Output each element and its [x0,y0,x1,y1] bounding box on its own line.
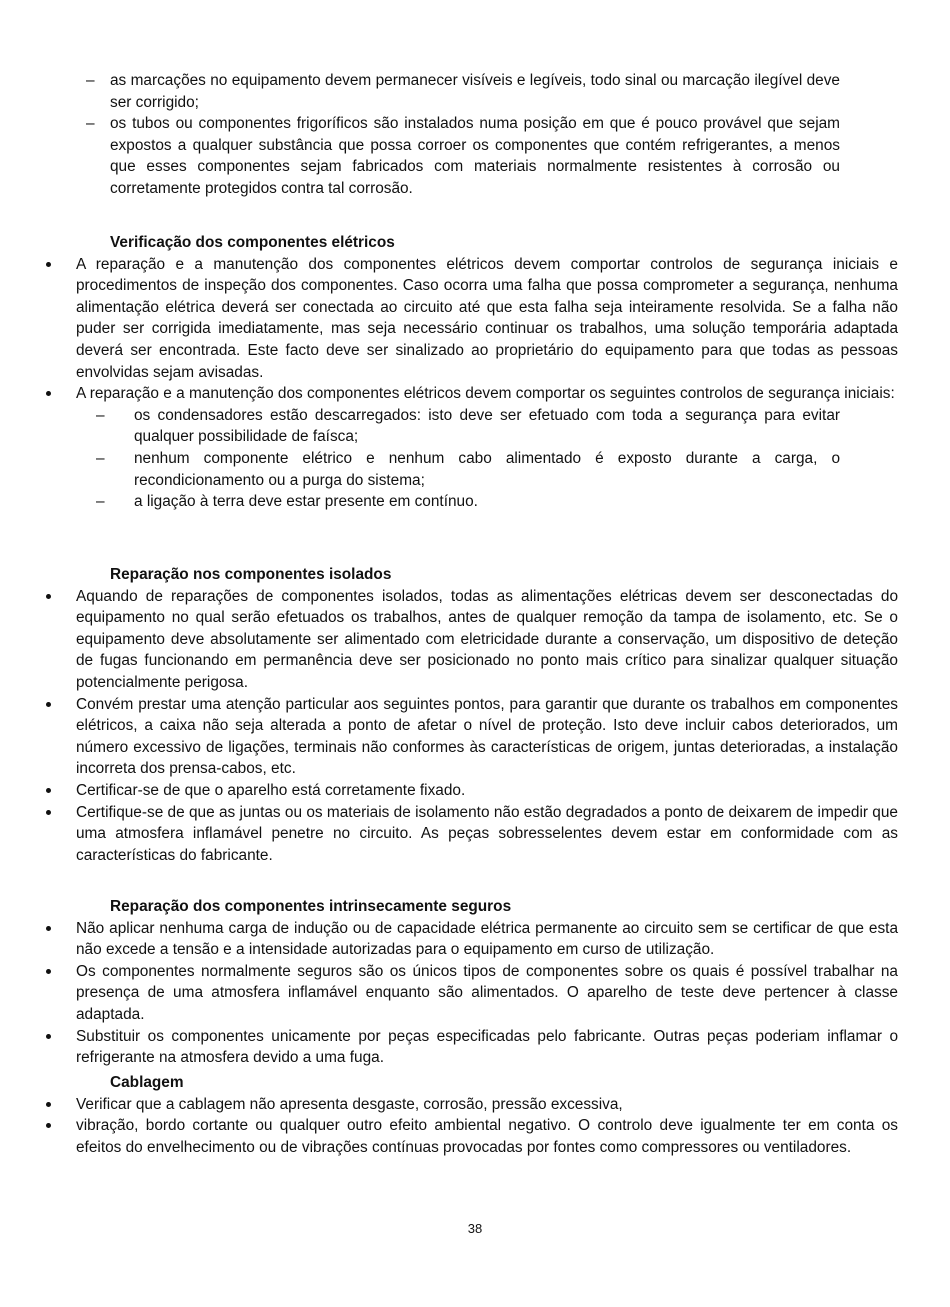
dash-marker: – [86,115,95,133]
section-electrical-check [76,232,898,513]
bullet-dot-icon [46,391,51,396]
section-heading: Cablagem [110,1074,184,1091]
list-item [76,694,898,780]
list-item [76,802,898,867]
item-text: A reparação e a manutenção dos componentes elétricos devem comportar controlos de segurança iniciais e procedimentos de inspeção dos componentes. Caso ocorra uma falha que possa comprometer a segurança, nenhuma alimentação elétrica deverá ser conectada ao circuito até que esta falha seja inteiramente resolvida. Se a falha não puder ser corrigida imediatamente, mas seja necessário continuar os trabalhos, uma solução temporária adaptada deverá ser encontrada. Este facto deve ser sinalizado ao proprietário do equipamento para que todas as pessoas envolvidas sejam avisadas. [76,255,898,381]
item-text: A reparação e a manutenção dos componentes elétricos devem comportar os seguintes controlos de segurança iniciais: [76,385,895,403]
sub-list [76,405,840,513]
list-item [76,780,898,802]
item-text: Os componentes normalmente seguros são os únicos tipos de componentes sobre os quais é possível trabalhar na presença de uma atmosfera inflamável enquanto são alimentados. O aparelho de teste deve pertencer à classe adaptada. [76,962,898,1023]
list-item [76,113,840,199]
list-item [76,70,840,113]
bullet-list [76,1094,898,1159]
item-text: Não aplicar nenhuma carga de indução ou de capacidade elétrica permanente ao circuito sem se certificar de que esta não excede a tensão e a intensidade autorizadas para o equipamento em curso de utilização. [76,919,898,959]
item-text: os condensadores estão descarregados: isto deve ser efetuado com toda a segurança para evitar qualquer possibilidade de faísca; [134,406,840,446]
list-item [96,405,840,448]
section-heading: Verificação dos componentes elétricos [110,234,395,251]
bullet-list [76,254,898,405]
bullet-dot-icon [46,788,51,793]
bullet-dot-icon [46,810,51,815]
item-text: Substituir os componentes unicamente por peças especificadas pelo fabricante. Outras peças poderiam inflamar o refrigerante na atmosfera devido a uma fuga. [76,1027,898,1067]
item-text: a ligação à terra deve estar presente em contínuo. [134,493,478,511]
item-text: Convém prestar uma atenção particular aos seguintes pontos, para garantir que durante os trabalhos em componentes elétricos, a caixa não seja alterada a ponto de afetar o nível de proteção. Isto deve incluir cabos deteriorados, um número excessivo de ligações, terminais não conformes às características de origem, juntas deterioradas, a instalação incorreta dos prensa-cabos, etc. [76,695,898,778]
bullet-dot-icon [46,969,51,974]
list-item [76,961,898,1026]
list-item [76,254,898,384]
bullet-dot-icon [46,926,51,931]
list-item [76,383,898,405]
dash-marker: – [96,406,105,424]
dash-marker: – [96,493,105,511]
bullet-list [76,918,898,1069]
bullet-dot-icon [46,262,51,267]
section-intrinsically-safe [76,896,898,1069]
section-heading: Reparação dos componentes intrinsecamente seguros [110,898,512,915]
dash-marker: – [86,72,95,89]
section-wiring [76,1072,898,1158]
item-text: Verificar que a cablagem não apresenta desgaste, corrosão, pressão excessiva, [76,1095,623,1113]
intro-list [76,70,840,200]
bullet-dot-icon [46,1102,51,1107]
page-number: 38 [467,1221,483,1236]
list-item [96,491,840,513]
bullet-dot-icon [46,1034,51,1039]
item-text: vibração, bordo cortante ou qualquer outro efeito ambiental negativo. O controlo deve igualmente ter em conta os efeitos do envelhecimento ou de vibrações contínuas provocadas por fontes como compressores ou ventiladores. [76,1117,898,1156]
bullet-dot-icon [46,702,51,707]
item-text: Aquando de reparações de componentes isolados, todas as alimentações elétricas devem ser desconectadas do equipamento no qual serão efetuados os trabalhos, antes de qualquer remoção da tampa de isolamento, etc. Se o equipamento deve absolutamente ser alimentado com eletricidade durante a conservação, um dispositivo de deteção de fugas funcionando em permanência deve ser posicionado no ponto mais crítico para sinalizar qualquer situação potencialmente perigosa. [76,587,898,691]
list-item [96,448,840,491]
section-isolated-components [76,564,898,866]
bullet-list [76,586,898,867]
bullet-dot-icon [46,1123,51,1128]
item-text: nenhum componente elétrico e nenhum cabo alimentado é exposto durante a carga, o recondicionamento ou a purga do sistema; [134,449,840,489]
list-item [76,1094,898,1116]
item-text: os tubos ou componentes frigoríficos são instalados numa posição em que é pouco provável que sejam expostos a qualquer substância que possa corroer os componentes que contém refrigerantes, a menos que esses componentes sejam fabricados com materiais normalmente resistentes à corrosão ou corretamente protegidos contra tal corrosão. [110,115,840,197]
item-text: as marcações no equipamento devem permanecer visíveis e legíveis, todo sinal ou marcação ilegível deve ser corrigido; [110,72,840,111]
list-item [76,918,898,961]
item-text: Certifique-se de que as juntas ou os materiais de isolamento não estão degradados a ponto de deixarem de impedir que uma atmosfera inflamável penetre no circuito. As peças sobresselentes devem estar em conformidade com as características do fabricante. [76,803,898,864]
item-text: Certificar-se de que o aparelho está corretamente fixado. [76,781,466,799]
list-item [76,1115,898,1158]
list-item [76,586,898,694]
dash-marker: – [96,449,105,467]
intro-block [76,70,840,200]
list-item [76,1026,898,1069]
section-heading: Reparação nos componentes isolados [110,566,392,583]
bullet-dot-icon [46,594,51,599]
